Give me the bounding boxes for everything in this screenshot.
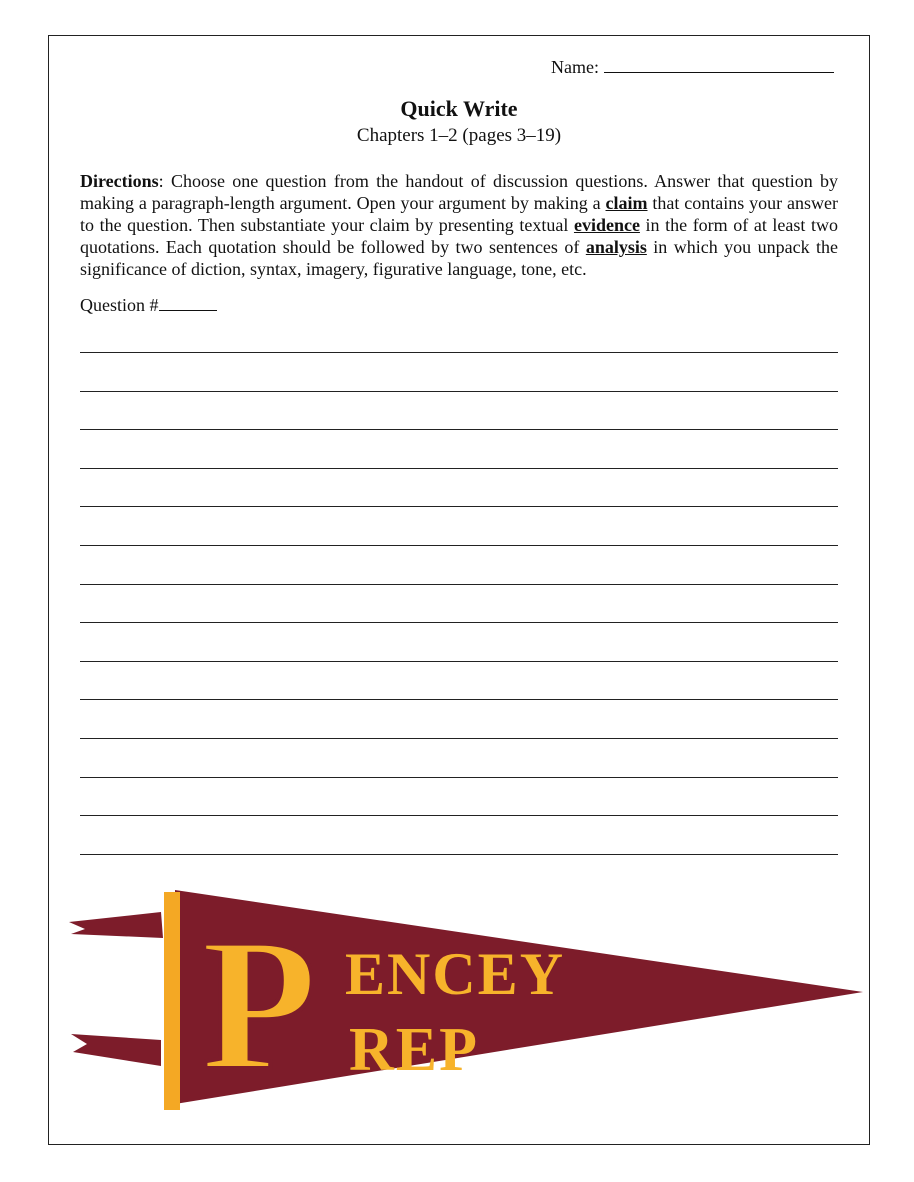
writing-line[interactable] bbox=[80, 506, 838, 507]
writing-line[interactable] bbox=[80, 429, 838, 430]
pennant-line2: REP bbox=[349, 1016, 479, 1084]
writing-line[interactable] bbox=[80, 738, 838, 739]
worksheet-page bbox=[48, 35, 870, 1145]
pennant-line1: ENCEY bbox=[345, 941, 566, 1007]
writing-line[interactable] bbox=[80, 815, 838, 816]
pennant-edge bbox=[164, 892, 180, 1110]
page-subtitle: Chapters 1–2 (pages 3–19) bbox=[356, 125, 562, 146]
page-title: Quick Write bbox=[400, 96, 518, 121]
directions-label: Directions bbox=[80, 171, 159, 191]
pencey-prep-pennant bbox=[63, 882, 865, 1122]
name-label: Name: bbox=[551, 57, 599, 77]
evidence-term: evidence bbox=[573, 215, 640, 235]
writing-line[interactable] bbox=[80, 352, 838, 353]
writing-line[interactable] bbox=[80, 391, 838, 392]
writing-line[interactable] bbox=[80, 622, 838, 623]
pennant-tie-bottom bbox=[71, 1034, 161, 1066]
writing-line[interactable] bbox=[80, 661, 838, 662]
claim-term: claim bbox=[605, 193, 648, 213]
question-label: Question # bbox=[80, 295, 159, 315]
analysis-term: analysis bbox=[585, 237, 647, 257]
writing-line[interactable] bbox=[80, 854, 838, 855]
pennant-tie-top bbox=[69, 912, 163, 938]
writing-line[interactable] bbox=[80, 777, 838, 778]
name-field[interactable] bbox=[551, 56, 834, 78]
name-blank[interactable] bbox=[604, 56, 834, 73]
directions-text-2: that contains your answer to the question. Then substantiate your claim by presenting textual bbox=[80, 193, 838, 235]
writing-line[interactable] bbox=[80, 545, 838, 546]
directions-text-3: in the form of at least two quotations. Each quotation should be followed by two sentences of bbox=[80, 215, 838, 257]
directions-text-1: : Choose one question from the handout of discussion questions. Answer that question by making a paragraph-length argument. Open your argument by making a bbox=[80, 171, 838, 213]
question-blank[interactable] bbox=[159, 296, 217, 311]
pennant-big-letter: P bbox=[201, 900, 318, 1110]
writing-line[interactable] bbox=[80, 584, 838, 585]
directions-text-4: in which you unpack the significance of diction, syntax, imagery, figurative language, tone, etc. bbox=[80, 237, 839, 279]
writing-line[interactable] bbox=[80, 468, 838, 469]
question-number-field[interactable] bbox=[80, 295, 217, 316]
writing-line[interactable] bbox=[80, 699, 838, 700]
directions-paragraph bbox=[80, 170, 838, 280]
